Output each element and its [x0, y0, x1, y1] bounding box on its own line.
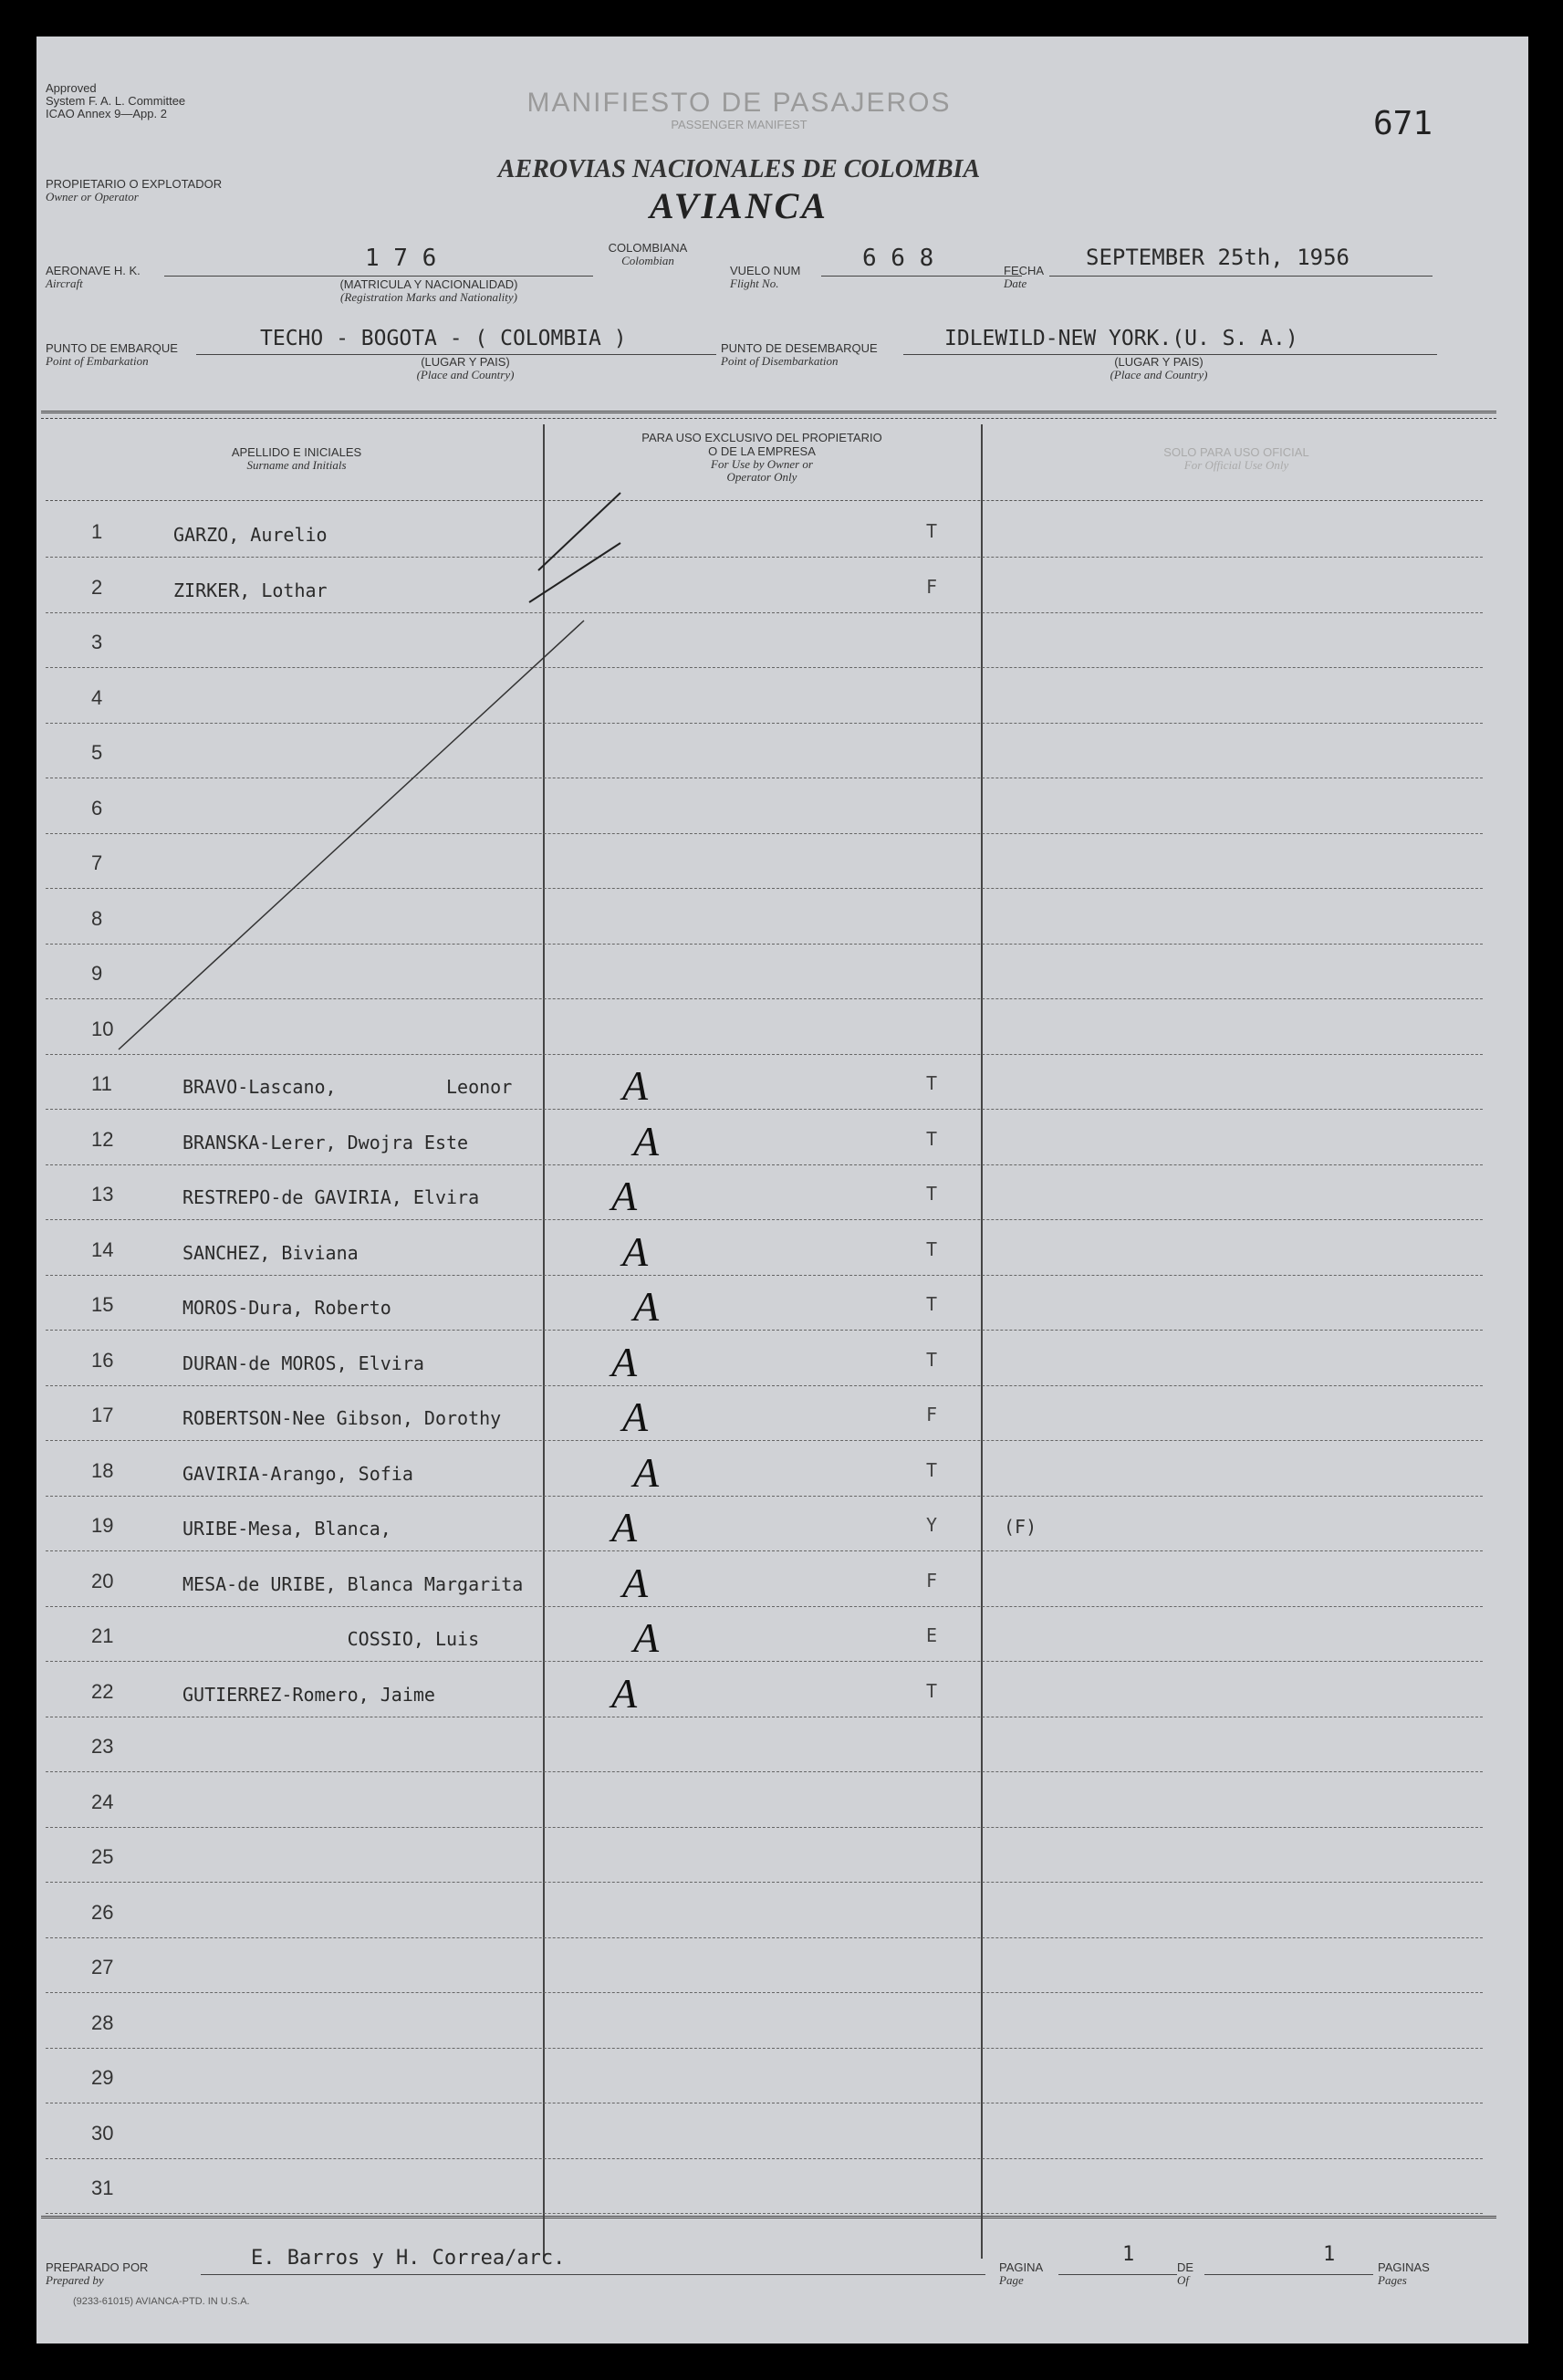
- row-number: 5: [91, 741, 103, 764]
- handwritten-mark: A: [611, 1669, 638, 1717]
- passenger-code: T: [926, 1293, 938, 1315]
- row-number: 20: [91, 1569, 114, 1592]
- column-official-es: SOLO PARA USO OFICIAL: [1163, 445, 1309, 459]
- pages-label-en: Pages: [1378, 2273, 1407, 2287]
- passenger-code: E: [926, 1624, 938, 1646]
- passenger-code: T: [926, 1458, 938, 1481]
- row-number: 11: [91, 1072, 112, 1095]
- handwritten-mark: A: [622, 1062, 649, 1109]
- row-number: 10: [91, 1017, 114, 1040]
- row-number: 17: [91, 1404, 114, 1426]
- column-owner-en-1: For Use by Owner or: [711, 457, 813, 471]
- row-number: 2: [91, 575, 103, 599]
- disembark-value: IDLEWILD-NEW YORK.(U. S. A.): [944, 327, 1298, 350]
- row-number: 19: [91, 1514, 114, 1537]
- row-number: 16: [91, 1348, 114, 1372]
- registration-label-en: (Registration Marks and Nationality): [340, 290, 517, 304]
- prepared-value: E. Barros y H. Correa/arc.: [251, 2247, 566, 2270]
- embark-place-label-es: (LUGAR Y PAIS): [421, 355, 510, 369]
- handwritten-mark: A: [611, 1338, 638, 1385]
- passenger-code: T: [926, 1237, 938, 1260]
- passenger-code: T: [926, 1127, 938, 1150]
- approved-annex: ICAO Annex 9—App. 2: [46, 107, 167, 120]
- row-number: 26: [91, 1900, 114, 1924]
- row-number: 25: [91, 1845, 114, 1868]
- check-tick-2: [529, 543, 620, 602]
- passenger-code: F: [926, 575, 938, 598]
- passenger-code: T: [926, 1183, 938, 1205]
- pages-label-es: PAGINAS: [1378, 2260, 1430, 2274]
- of-label-es: DE: [1177, 2260, 1194, 2274]
- registration-label-es: (MATRICULA Y NACIONALIDAD): [339, 277, 518, 291]
- column-owner-es-2: O DE LA EMPRESA: [708, 444, 816, 458]
- manifest-subtitle: PASSENGER MANIFEST: [671, 118, 808, 131]
- void-diagonal-line: [119, 621, 584, 1049]
- passenger-name: RESTREPO-de GAVIRIA, Elvira: [182, 1186, 480, 1208]
- row-number: 8: [91, 906, 103, 930]
- passenger-name: SANCHEZ, Biviana: [182, 1241, 359, 1264]
- row-number: 9: [91, 962, 103, 985]
- handwritten-mark: A: [622, 1559, 649, 1606]
- date-label-es: FECHA: [1004, 264, 1045, 277]
- owner-label-es: PROPIETARIO O EXPLOTADOR: [46, 177, 223, 191]
- total-line: [1204, 2274, 1373, 2275]
- row-number: 18: [91, 1458, 114, 1482]
- passenger-code: T: [926, 520, 938, 542]
- embark-label-es: PUNTO DE EMBARQUE: [46, 341, 178, 355]
- passenger-name: BRANSKA-Lerer, Dwojra Este: [182, 1131, 469, 1153]
- company-name: AEROVIAS NACIONALES DE COLOMBIA: [497, 155, 981, 183]
- print-code: (9233-61015) AVIANCA-PTD. IN U.S.A.: [73, 2296, 250, 2307]
- row-number: 6: [91, 796, 103, 819]
- disembark-label-es: PUNTO DE DESEMBARQUE: [721, 341, 878, 355]
- flight-label-en: Flight No.: [730, 277, 779, 290]
- row-number: 27: [91, 1956, 114, 1978]
- date-value: SEPTEMBER 25th, 1956: [1086, 245, 1349, 270]
- page-label-es: PAGINA: [999, 2260, 1044, 2274]
- passenger-code: Y: [926, 1514, 938, 1536]
- company-brand: AVIANCA: [650, 185, 828, 226]
- row-number: 12: [91, 1127, 114, 1151]
- aircraft-label-en: Aircraft: [46, 277, 83, 290]
- page-value: 1: [1122, 2243, 1135, 2266]
- total-pages-value: 1: [1323, 2243, 1336, 2266]
- of-label: [1177, 2261, 1193, 2287]
- row-number: 22: [91, 1679, 114, 1703]
- approved-line: Approved: [46, 81, 97, 95]
- passenger-name: GARZO, Aurelio: [173, 524, 328, 546]
- column-surname-es: APELLIDO E INICIALES: [231, 445, 362, 459]
- embark-label-en: Point of Embarkation: [46, 354, 149, 368]
- aircraft-value: 1 7 6: [365, 245, 437, 272]
- column-owner-en-2: Operator Only: [726, 470, 797, 484]
- row-number: 31: [91, 2176, 114, 2199]
- passenger-name: ZIRKER, Lothar: [173, 579, 328, 601]
- pages-label: [1378, 2261, 1430, 2287]
- row-number: 24: [91, 1790, 114, 1813]
- disembark-label-en: Point of Disembarkation: [721, 354, 839, 368]
- handwritten-mark: A: [633, 1614, 660, 1661]
- column-official-en: For Official Use Only: [1183, 458, 1289, 472]
- official-note: (F): [1004, 1516, 1037, 1538]
- passenger-name: COSSIO, Luis: [182, 1628, 480, 1650]
- nationality-label-en: Colombian: [621, 254, 674, 267]
- handwritten-mark: A: [633, 1283, 660, 1330]
- page-label-en: Page: [999, 2273, 1024, 2287]
- row-number: 23: [91, 1735, 114, 1758]
- prepared-label: [46, 2261, 148, 2287]
- row-number: 13: [91, 1183, 114, 1206]
- passenger-code: T: [926, 1348, 938, 1371]
- check-tick-1: [538, 493, 620, 570]
- column-owner-es-1: PARA USO EXCLUSIVO DEL PROPIETARIO: [641, 431, 882, 444]
- disembark-place-label-en: (Place and Country): [1110, 368, 1208, 381]
- passenger-code: T: [926, 1679, 938, 1702]
- page-line: [1058, 2274, 1177, 2275]
- passenger-name: BRAVO-Lascano, Leonor: [182, 1076, 513, 1098]
- manifest-title: MANIFIESTO DE PASAJEROS: [526, 88, 952, 118]
- owner-label-en: Owner or Operator: [46, 190, 139, 204]
- handwritten-mark: A: [622, 1227, 649, 1275]
- handwritten-mark: A: [622, 1394, 649, 1440]
- row-number: 30: [91, 2121, 114, 2145]
- approved-committee: System F. A. L. Committee: [46, 94, 186, 108]
- row-number: 15: [91, 1293, 114, 1316]
- passenger-name: GUTIERREZ-Romero, Jaime: [182, 1683, 435, 1706]
- row-number: 28: [91, 2010, 114, 2034]
- handwritten-mark: A: [611, 1504, 638, 1550]
- prepared-label-en: Prepared by: [46, 2273, 104, 2287]
- passenger-name: GAVIRIA-Arango, Sofia: [182, 1462, 413, 1485]
- prepared-line: [201, 2274, 985, 2275]
- handwritten-mark: A: [633, 1448, 660, 1496]
- handwritten-mark: A: [633, 1117, 660, 1164]
- passenger-name: MOROS-Dura, Roberto: [182, 1297, 391, 1319]
- passenger-code: F: [926, 1569, 938, 1592]
- disembark-place-label-es: (LUGAR Y PAIS): [1114, 355, 1204, 369]
- date-label-en: Date: [1004, 277, 1027, 290]
- void-strike-mark: [36, 37, 1528, 2343]
- row-number: 21: [91, 1624, 114, 1647]
- passenger-name: URIBE-Mesa, Blanca,: [182, 1518, 391, 1540]
- passenger-code: F: [926, 1404, 938, 1425]
- row-number: 7: [91, 851, 103, 874]
- row-number: 4: [91, 685, 103, 709]
- flight-label-es: VUELO NUM: [730, 264, 801, 277]
- passenger-code: T: [926, 1072, 938, 1094]
- manifest-sheet: [36, 37, 1528, 2343]
- row-number: 14: [91, 1237, 114, 1261]
- embark-place-label-en: (Place and Country): [416, 368, 515, 381]
- of-label-en: Of: [1177, 2273, 1189, 2287]
- footer-rule: [41, 2216, 1496, 2218]
- passenger-name: MESA-de URIBE, Blanca Margarita: [182, 1572, 524, 1595]
- column-surname-en: Surname and Initials: [246, 458, 347, 472]
- passenger-name: DURAN-de MOROS, Elvira: [182, 1352, 424, 1374]
- handwritten-mark: A: [611, 1173, 638, 1219]
- aircraft-label-es: AERONAVE H. K.: [46, 264, 141, 277]
- row-number: 3: [91, 631, 103, 653]
- row-number: 29: [91, 2066, 114, 2089]
- flight-value: 6 6 8: [862, 245, 934, 272]
- row-number: 1: [91, 520, 103, 543]
- nationality-label-es: COLOMBIANA: [608, 241, 688, 255]
- embark-value: TECHO - BOGOTA - ( COLOMBIA ): [260, 327, 627, 350]
- passenger-name: ROBERTSON-Nee Gibson, Dorothy: [182, 1407, 502, 1429]
- page-number: 671: [1373, 105, 1433, 142]
- page-label: [999, 2261, 1043, 2287]
- prepared-label-es: PREPARADO POR: [46, 2260, 149, 2274]
